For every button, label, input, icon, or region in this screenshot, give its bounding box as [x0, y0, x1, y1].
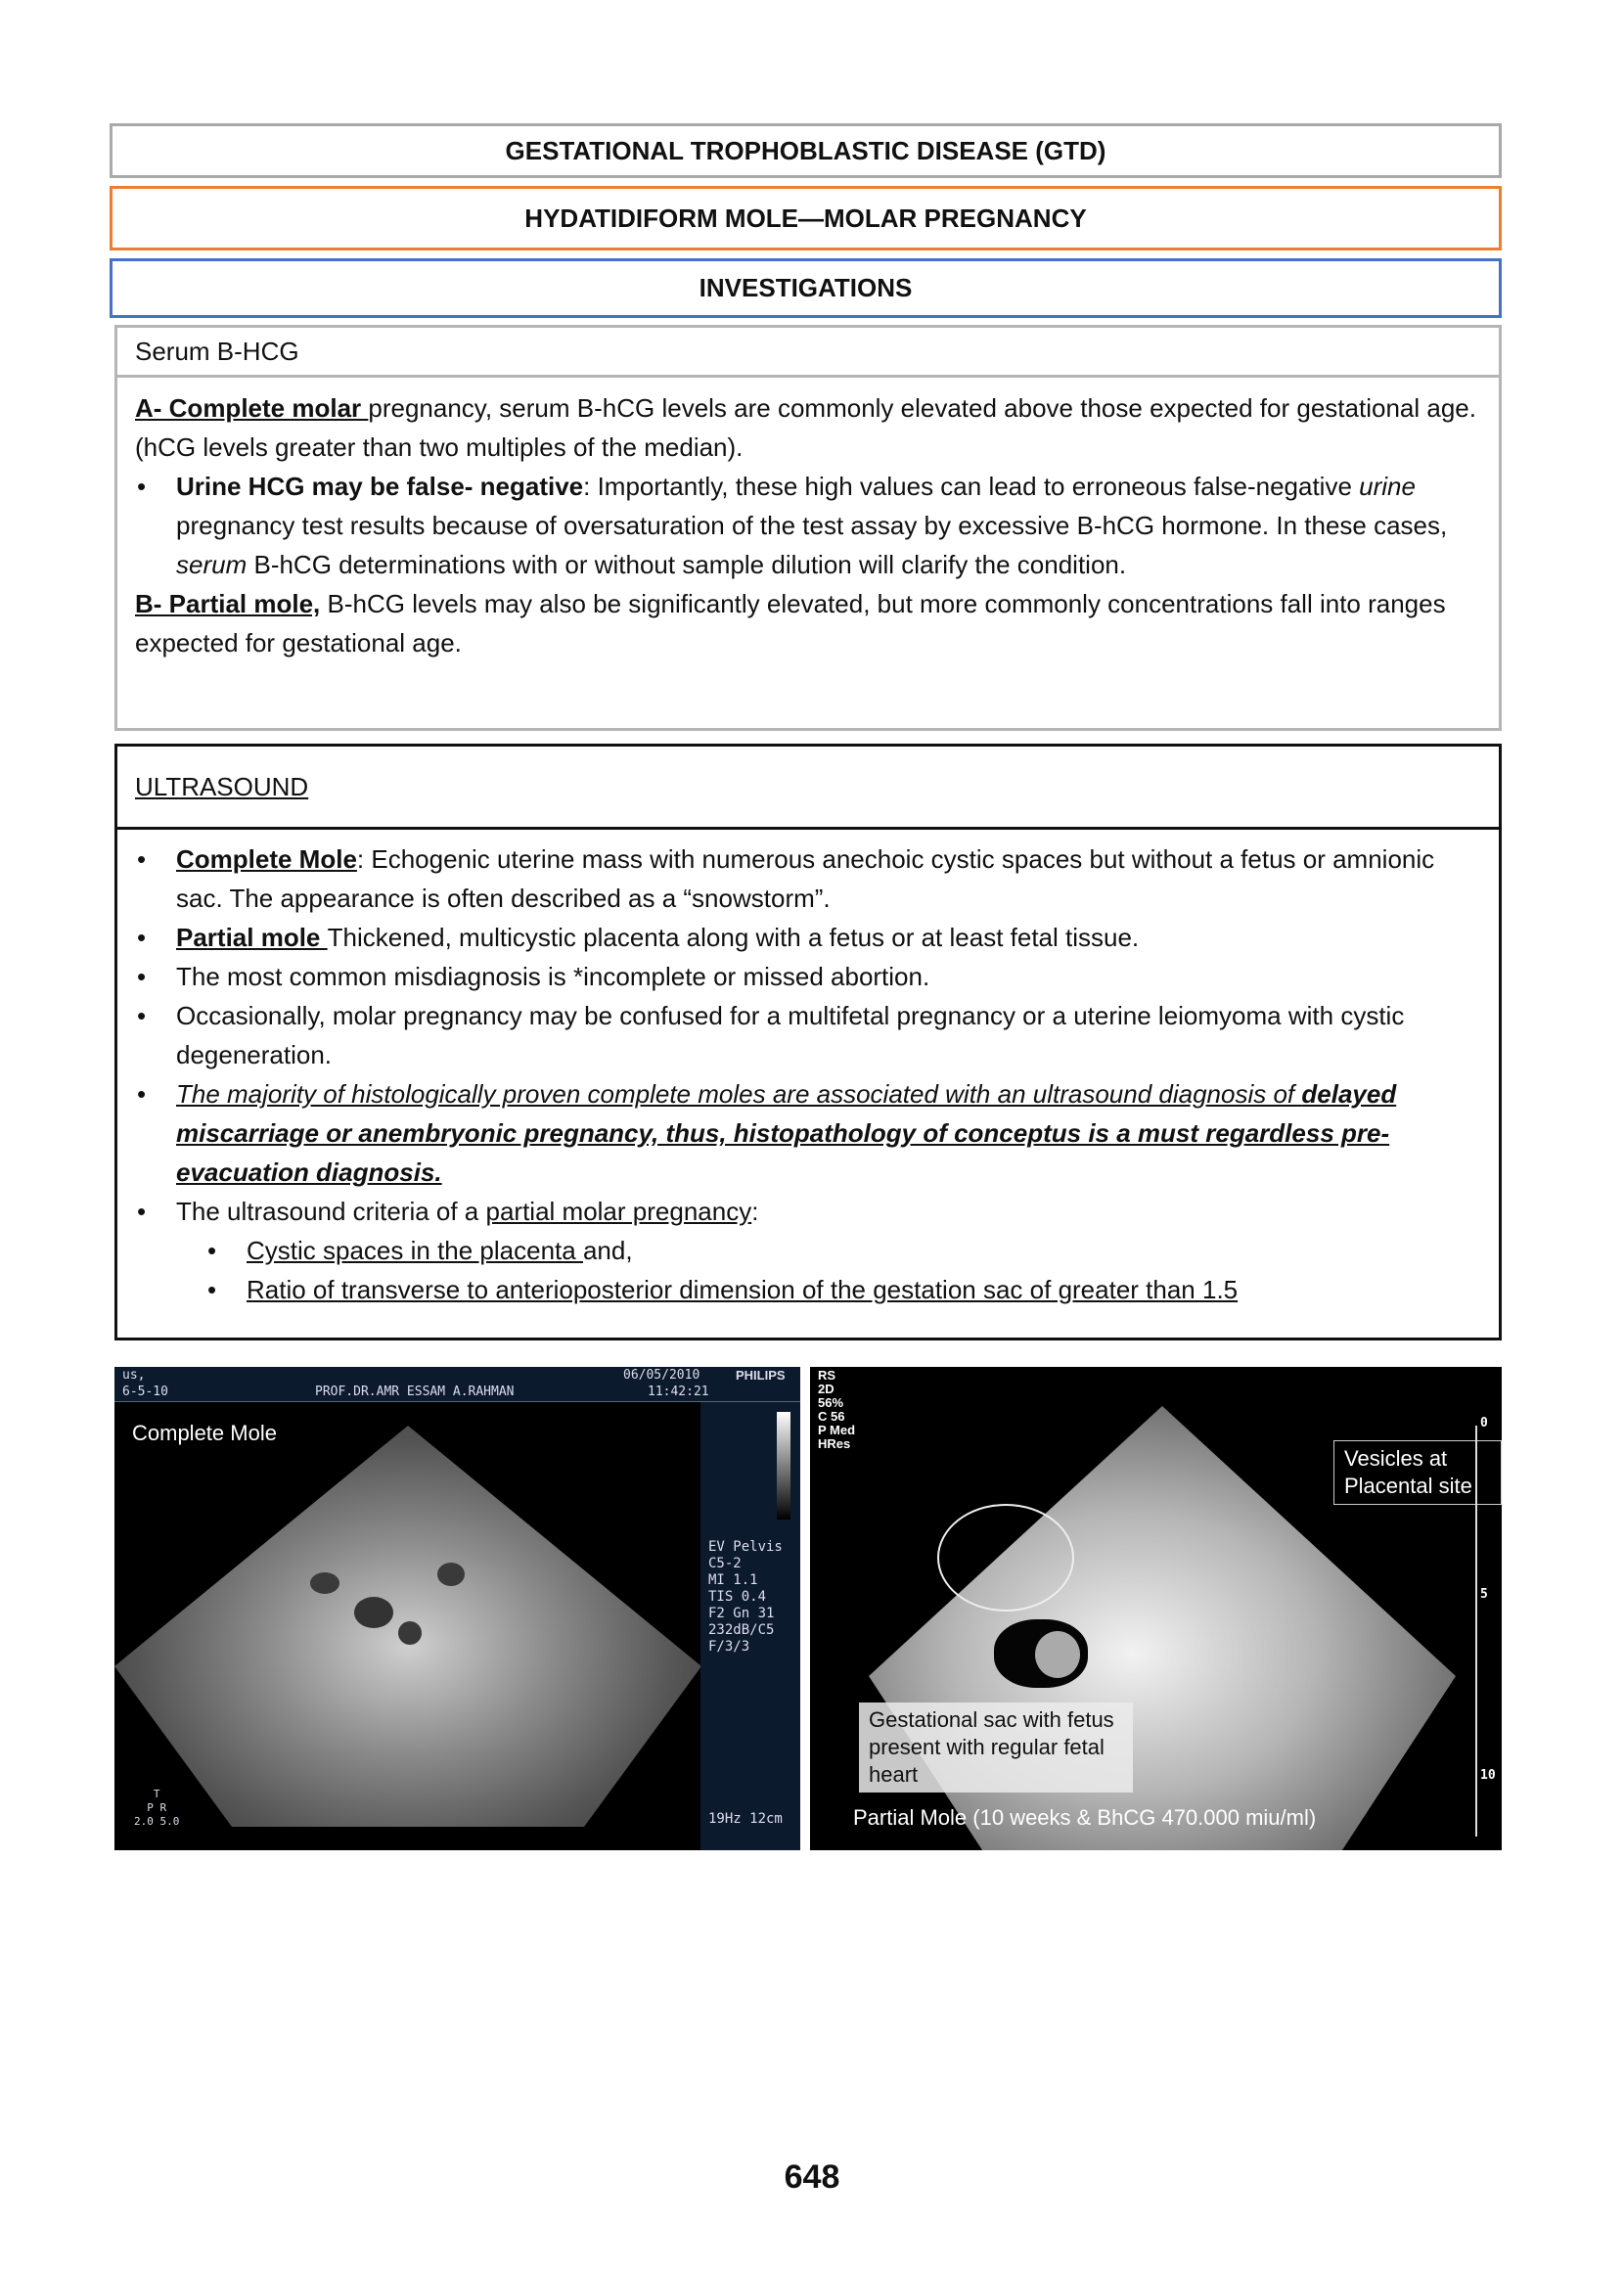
paragraph — [135, 584, 1481, 662]
partial-mole-ultrasound-image — [810, 1367, 1502, 1850]
ultrasound-section — [114, 744, 1502, 1340]
text-run: The majority of histologically proven complete moles are associated with an ultrasound diagnosis of — [176, 1079, 1302, 1109]
scanner-setting: C 56 — [818, 1409, 845, 1424]
scanner-setting: C5-2 — [708, 1556, 742, 1571]
cyst — [398, 1621, 422, 1645]
serum-hcg-heading: Serum B-HCG — [114, 325, 1502, 378]
text-run: and, — [582, 1236, 633, 1265]
depth-scale-5: 5 — [1480, 1587, 1488, 1602]
cyst — [437, 1563, 465, 1586]
scanner-setting: 56% — [818, 1395, 844, 1410]
fetus — [1035, 1631, 1080, 1678]
bullet-item — [135, 996, 1481, 1074]
depth-scale-line — [1475, 1426, 1477, 1837]
text-run: The ultrasound criteria of a — [176, 1197, 486, 1226]
ultrasound-heading: ULTRASOUND — [117, 747, 1499, 830]
scanner-setting: F2 Gn 31 — [708, 1606, 775, 1621]
image-caption: Complete Mole — [132, 1421, 277, 1445]
bullet-item — [135, 1074, 1481, 1192]
text-run: partial molar pregnancy — [485, 1197, 752, 1226]
scanner-setting: TIS 0.4 — [708, 1589, 767, 1605]
cyst — [310, 1572, 339, 1594]
text-run: B-hCG determinations with or without sample dilution will clarify the condition. — [247, 550, 1127, 579]
document-subtitle: HYDATIDIFORM MOLE—MOLAR PREGNANCY — [110, 186, 1502, 250]
bullet-item — [135, 467, 1481, 584]
doctor-name: PROF.DR.AMR ESSAM A.RAHMAN — [315, 1385, 515, 1399]
text-run: Partial mole — [176, 923, 328, 952]
bullet-item — [135, 957, 1481, 996]
text-run: serum — [176, 550, 248, 579]
scanner-settings-panel — [700, 1402, 800, 1850]
scanner-setting: F/3/3 — [708, 1639, 750, 1655]
text-run: urine — [1359, 472, 1416, 501]
bullet-item — [135, 1192, 1481, 1231]
image-caption: Partial Mole (10 weeks & BhCG 470.000 miu/ml) — [853, 1805, 1317, 1830]
text-run: pregnancy, serum B-hCG levels are commonly elevated above those expected for gestational age.(hCG levels greater than two multiples of the median). — [135, 393, 1476, 462]
section-title: INVESTIGATIONS — [110, 258, 1502, 318]
brand-logo: PHILIPS — [736, 1368, 786, 1383]
text-run: : Importantly, these high values can lead to erroneous false-negative — [583, 472, 1360, 501]
text-run: Occasionally, molar pregnancy may be confused for a multifetal pregnancy or a uterine leiomyoma with cystic degeneration. — [176, 1001, 1405, 1069]
serum-hcg-content — [114, 377, 1502, 731]
scanner-setting: EV Pelvis — [708, 1539, 783, 1555]
scanner-setting: MI 1.1 — [708, 1572, 758, 1588]
scanner-setting: P Med — [818, 1423, 856, 1437]
bullet-item — [135, 1270, 1481, 1309]
text-run: B-hCG levels may also be significantly elevated, but more commonly concentrations fall into ranges expected for gestational age. — [135, 589, 1446, 658]
text-run: Cystic spaces in the placenta — [247, 1236, 583, 1265]
text-run: : — [751, 1197, 759, 1226]
paragraph — [135, 388, 1481, 467]
depth-scale-0: 0 — [1480, 1416, 1488, 1430]
scan-time: 11:42:21 — [648, 1385, 709, 1399]
text-run: B- Partial mole, — [135, 589, 321, 618]
bullet-item — [135, 1231, 1481, 1270]
text-run: Urine HCG may be false- negative — [176, 472, 584, 501]
bullet-item — [135, 840, 1481, 918]
scanner-label: us, — [122, 1368, 146, 1383]
depth-scale-10: 10 — [1480, 1768, 1496, 1783]
text-run: pregnancy test results because of oversaturation of the test assay by excessive B-hCG hormone. In these cases, — [176, 511, 1448, 540]
scan-date: 06/05/2010 — [623, 1368, 700, 1383]
text-run: Thickened, multicystic placenta along with a fetus or at least fetal tissue. — [327, 923, 1140, 952]
cyst — [354, 1597, 393, 1628]
scanner-setting: RS — [818, 1368, 836, 1383]
text-run: A- Complete molar — [135, 393, 369, 423]
scan-date-short: 6-5-10 — [122, 1385, 168, 1399]
text-run: delayed miscarriage or anembryonic pregnancy, thus, histopathology of conceptus is a must regardless pre-evacuation diagnosis. — [176, 1079, 1397, 1187]
vesicles-label: Vesicles at Placental site — [1333, 1440, 1502, 1505]
grayscale-bar — [777, 1412, 790, 1520]
text-run: The most common misdiagnosis is *incomplete or missed abortion. — [176, 962, 930, 991]
orientation-marker: T P R 2.0 5.0 — [134, 1788, 180, 1828]
text-run: : Echogenic uterine mass with numerous anechoic cystic spaces but without a fetus or amnionic sac. The appearance is often described as a “snowstorm”. — [176, 844, 1435, 913]
scanner-setting: 2D — [818, 1382, 835, 1396]
gestational-sac-label: Gestational sac with fetus present with regular fetal heart — [859, 1702, 1133, 1793]
scanner-setting: 232dB/C5 — [708, 1622, 775, 1638]
page-number: 648 — [784, 2158, 840, 2196]
text-run: Complete Mole — [176, 844, 357, 874]
bullet-item — [135, 918, 1481, 957]
document-title: GESTATIONAL TROPHOBLASTIC DISEASE (GTD) — [110, 123, 1502, 178]
scanner-header — [114, 1367, 800, 1402]
ultrasound-content — [117, 830, 1499, 1319]
frame-rate-depth: 19Hz 12cm — [708, 1811, 783, 1827]
text-run: Ratio of transverse to anterioposterior dimension of the gestation sac of greater than 1.5 — [247, 1275, 1239, 1304]
complete-mole-ultrasound-image — [114, 1367, 800, 1850]
placental-vesicles-circle — [937, 1504, 1074, 1612]
scanner-setting: HRes — [818, 1436, 851, 1451]
